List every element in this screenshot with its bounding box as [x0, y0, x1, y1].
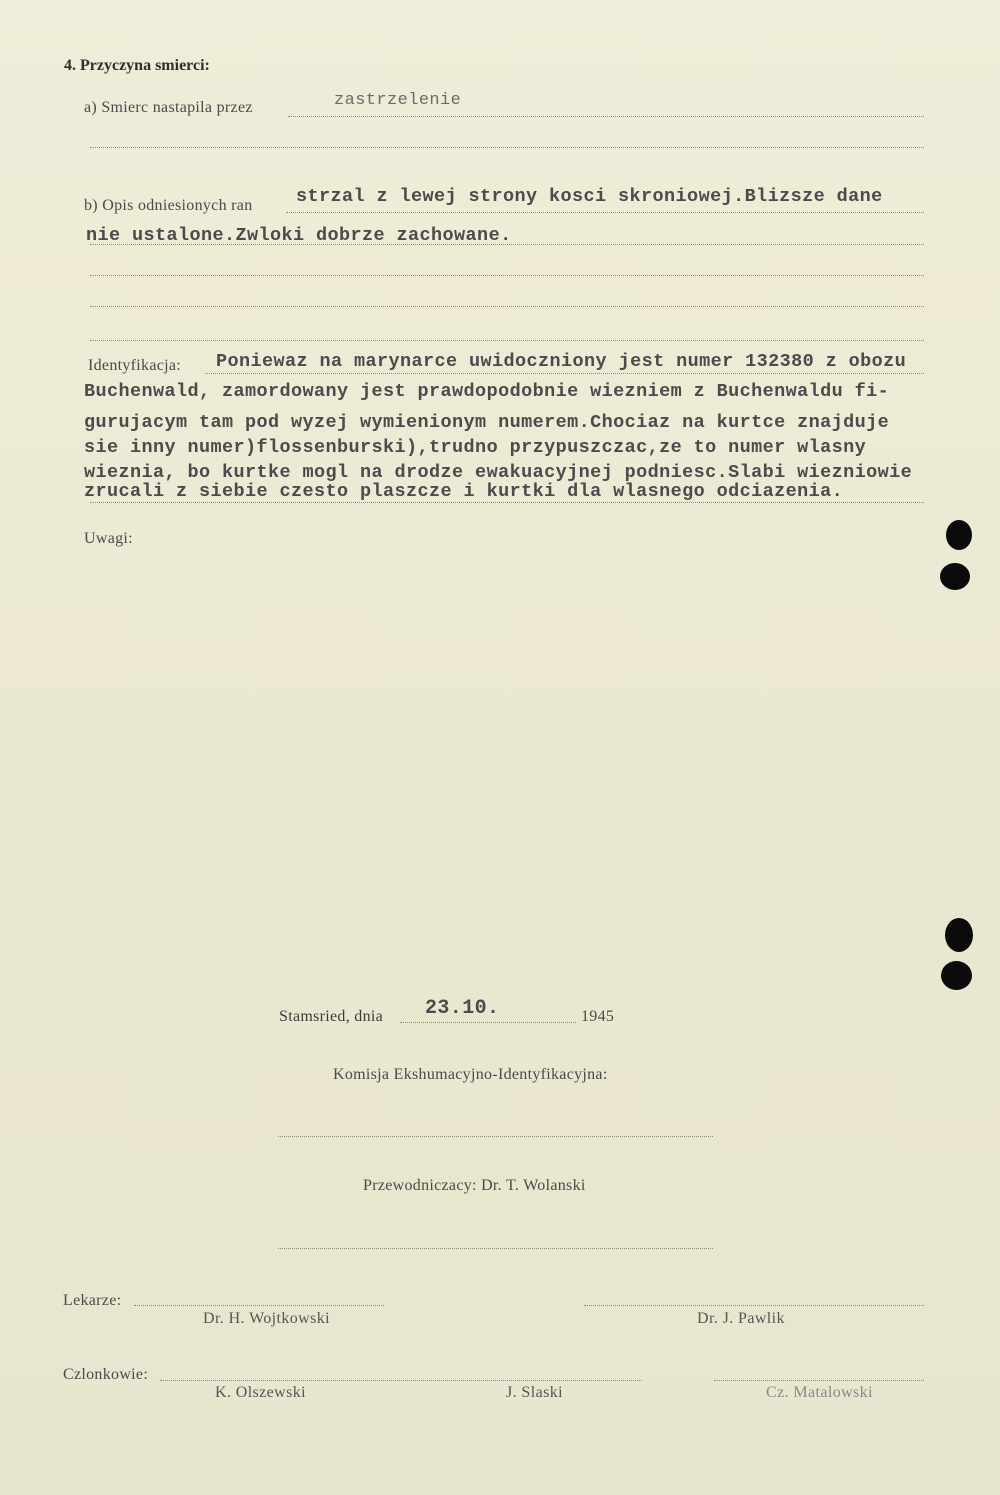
doctor-name: Dr. H. Wojtkowski — [203, 1310, 331, 1327]
punch-hole — [941, 961, 972, 990]
punch-hole — [946, 520, 972, 550]
member-signature-line — [160, 1380, 642, 1381]
members-label: Czlonkowie: — [63, 1366, 149, 1383]
commission-title: Komisja Ekshumacyjno-Identyfikacyjna: — [333, 1066, 608, 1083]
death-cause-label: a) Smierc nastapila przez — [84, 99, 253, 116]
wounds-line — [286, 212, 924, 213]
place-label: Stamsried, dnia — [279, 1008, 384, 1025]
identification-text-line-6: zrucali z siebie czesto plaszcze i kurtki dla wlasnego odciazenia. — [84, 481, 844, 502]
identification-text-line-4: sie inny numer)flossenburski),trudno przypuszczac,ze to numer wlasny — [84, 437, 867, 458]
blank-line — [90, 147, 924, 148]
commission-chair: Przewodniczacy: Dr. T. Wolanski — [363, 1177, 586, 1194]
date-value: 23.10. — [425, 997, 500, 1020]
death-cause-value: zastrzelenie — [334, 91, 462, 110]
blank-line — [90, 275, 924, 276]
member-name: K. Olszewski — [215, 1384, 307, 1401]
identification-line — [205, 373, 924, 374]
identification-text-line-1: Poniewaz na marynarce uwidoczniony jest numer 132380 z obozu — [216, 351, 907, 372]
doctor-signature-line — [134, 1305, 384, 1306]
identification-label: Identyfikacja: — [88, 357, 182, 374]
cause-of-death-heading: 4. Przyczyna smierci: — [64, 57, 210, 74]
punch-hole — [940, 563, 970, 590]
member-signature-line — [714, 1380, 924, 1381]
identification-text-line-2: Buchenwald, zamordowany jest prawdopodobnie wiezniem z Buchenwaldu fi- — [84, 381, 890, 402]
identification-text-line-5: wieznia, bo kurtke mogl na drodze ewakuacyjnej podniesc.Slabi wiezniowie — [84, 462, 913, 483]
wounds-text-line-2: nie ustalone.Zwloki dobrze zachowane. — [86, 225, 512, 246]
member-name: J. Slaski — [506, 1384, 563, 1401]
remarks-label: Uwagi: — [84, 530, 133, 547]
blank-line — [90, 340, 924, 341]
wounds-line — [90, 244, 924, 245]
doctor-signature-line — [584, 1305, 924, 1306]
member-name: Cz. Matalowski — [766, 1384, 873, 1401]
wounds-text-line-1: strzal z lewej strony kosci skroniowej.Blizsze dane — [296, 186, 883, 207]
wounds-label: b) Opis odniesionych ran — [84, 197, 253, 214]
doctors-label: Lekarze: — [63, 1292, 122, 1309]
blank-line — [90, 306, 924, 307]
punch-hole — [945, 918, 973, 952]
doctor-name: Dr. J. Pawlik — [697, 1310, 785, 1327]
death-cause-line — [288, 116, 924, 117]
identification-text-line-3: gurujacym tam pod wyzej wymienionym numerem.Chociaz na kurtce znajduje — [84, 412, 890, 433]
year-label: 1945 — [581, 1008, 615, 1025]
chair-signature-line — [278, 1248, 713, 1249]
commission-signature-line — [278, 1136, 713, 1137]
identification-line — [90, 502, 924, 503]
date-line — [400, 1022, 576, 1023]
